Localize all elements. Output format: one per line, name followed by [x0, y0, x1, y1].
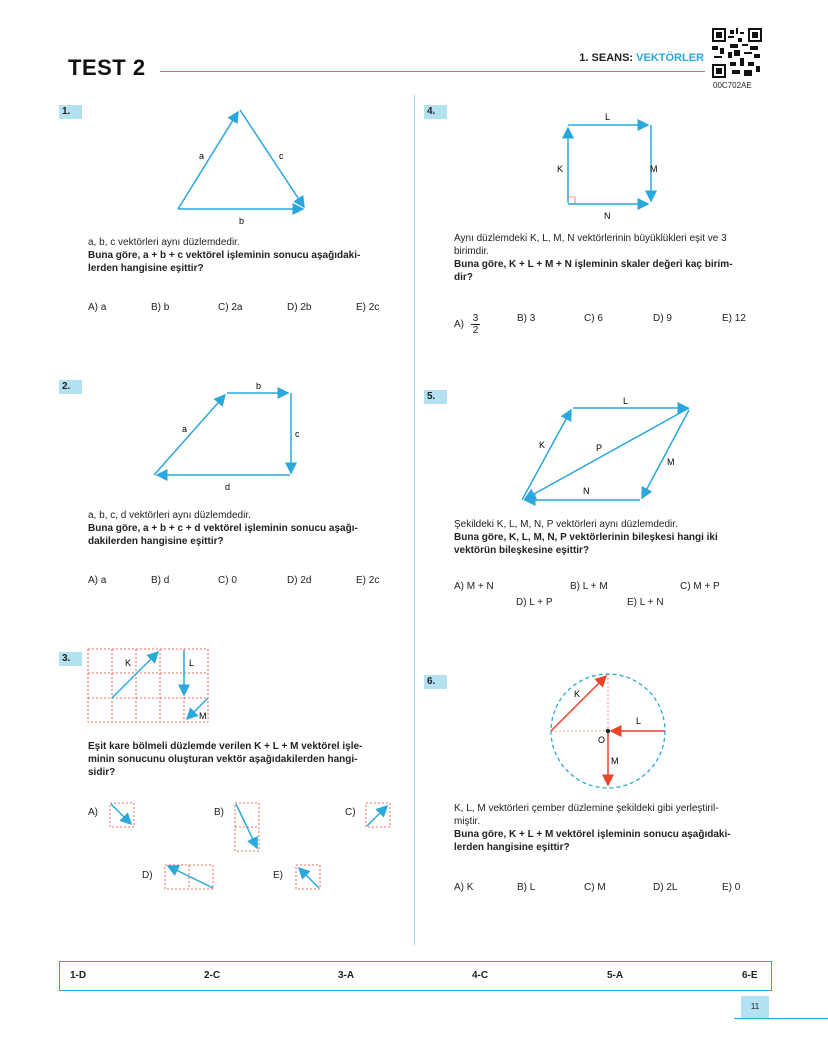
column-divider [414, 95, 415, 945]
question-3-options [88, 804, 408, 904]
q4-option-a[interactable] [454, 313, 480, 336]
q6-option-d[interactable]: D) 2L [653, 882, 678, 893]
q3-option-e[interactable]: E) [273, 870, 283, 881]
q4-label-n: N [604, 211, 611, 221]
question-3-figure [87, 648, 211, 725]
page-number-line [734, 1018, 828, 1019]
section-topic: VEKTÖRLER [636, 52, 704, 64]
question-4-text [454, 232, 774, 284]
q5-option-b[interactable]: B) L + M [570, 581, 608, 592]
q2-option-a[interactable]: A) a [88, 575, 107, 586]
q3-option-b[interactable]: B) [214, 807, 224, 818]
answer-5: 5-A [607, 970, 624, 981]
header-divider [160, 71, 705, 72]
q3-label-m: M [199, 711, 207, 721]
q3-option-b-figure [234, 802, 262, 854]
question-2-text [88, 509, 408, 548]
q1-option-a[interactable]: A) a [88, 302, 107, 313]
q6-line2: miştir. [454, 816, 481, 827]
q1-option-e[interactable]: E) 2c [356, 302, 380, 313]
q6-label-m: M [611, 756, 619, 766]
q3-label-k: K [125, 658, 132, 668]
answer-1: 1-D [70, 970, 87, 981]
q1-option-c[interactable]: C) 2a [218, 302, 243, 313]
question-4-number: 4. [424, 105, 447, 119]
q5-label-m: M [667, 457, 675, 467]
q3-line3: sidir? [88, 767, 116, 778]
q6-option-c[interactable]: C) M [584, 882, 606, 893]
q1-line3: lerden hangisine eşittir? [88, 263, 204, 274]
q3-option-c[interactable]: C) [345, 807, 356, 818]
q4-line1: Aynı düzlemdeki K, L, M, N vektörlerinin büyüklükleri eşit ve 3 [454, 233, 727, 244]
q2-label-c: c [295, 429, 300, 439]
question-5-number: 5. [424, 390, 447, 404]
q3-option-a-figure [109, 802, 137, 830]
q1-label-c: c [279, 151, 284, 161]
question-2-options [88, 575, 408, 589]
q2-line2: Buna göre, a + b + c + d vektörel işleminin sonucu aşağı- [88, 523, 358, 534]
question-6-text [454, 802, 774, 854]
q4-option-e[interactable]: E) 12 [722, 313, 746, 324]
question-6-figure [548, 671, 668, 793]
q3-label-l: L [189, 658, 195, 668]
q4-fraction-denominator: 2 [472, 325, 479, 336]
answer-3: 3-A [338, 970, 355, 981]
q2-line1: a, b, c, d vektörleri aynı düzlemdedir. [88, 510, 251, 521]
q4-line3: Buna göre, K + L + M + N işleminin skaler değeri kaç birim- [454, 259, 733, 270]
q6-line1: K, L, M vektörleri çember düzlemine şekildeki gibi yerleştiril- [454, 803, 719, 814]
q5-line3: vektörün bileşkesine eşittir? [454, 545, 590, 556]
q5-option-d[interactable]: D) L + P [516, 597, 553, 608]
question-5-options [454, 581, 774, 611]
q6-line3: Buna göre, K + L + M vektörel işleminin sonucu aşağıdaki- [454, 829, 731, 840]
q1-line2: Buna göre, a + b + c vektörel işleminin sonucu aşağıdaki- [88, 250, 361, 261]
q3-line2: minin sonucunu oluşturan vektör aşağıdakilerden hangi- [88, 754, 358, 765]
q1-option-b[interactable]: B) b [151, 302, 170, 313]
question-1-text [88, 236, 408, 275]
q4-label-l: L [605, 112, 611, 122]
qr-code-icon [712, 28, 762, 78]
q4-label-k: K [557, 164, 564, 174]
q5-label-l: L [623, 396, 629, 406]
q6-line4: lerden hangisine eşittir? [454, 842, 570, 853]
q4-option-c[interactable]: C) 6 [584, 313, 603, 324]
question-3-text [88, 740, 408, 779]
page-code: 00C702AE [713, 81, 752, 90]
q6-option-b[interactable]: B) L [517, 882, 536, 893]
q4-label-m: M [650, 164, 658, 174]
q4-option-d[interactable]: D) 9 [653, 313, 672, 324]
section-prefix: 1. SEANS: [579, 52, 634, 64]
q5-label-p: P [596, 443, 603, 453]
q4-option-a-fraction [471, 313, 481, 336]
q2-label-b: b [256, 381, 262, 391]
question-1-options [88, 302, 408, 316]
q2-option-d[interactable]: D) 2d [287, 575, 312, 586]
q6-label-l: L [636, 716, 642, 726]
answer-key [59, 961, 772, 991]
q5-label-k: K [539, 440, 546, 450]
q3-option-c-figure [365, 802, 393, 830]
q2-label-d: d [225, 482, 231, 492]
q6-label-o: O [598, 735, 606, 745]
q2-label-a: a [182, 424, 188, 434]
question-6-options [454, 882, 774, 896]
question-1-number: 1. [59, 105, 82, 119]
q3-line1: Eşit kare bölmeli düzlemde verilen K + L + M vektörel işle- [88, 741, 363, 752]
q5-option-e[interactable]: E) L + N [627, 597, 664, 608]
question-3-number: 3. [59, 652, 82, 666]
question-5-text [454, 518, 774, 557]
q4-line2: birimdir. [454, 246, 490, 257]
question-4-options [454, 304, 774, 336]
q4-option-a-prefix: A) [454, 319, 464, 331]
q5-label-n: N [583, 486, 590, 496]
q2-option-c[interactable]: C) 0 [218, 575, 237, 586]
q1-line1: a, b, c vektörleri aynı düzlemdedir. [88, 237, 240, 248]
question-2-figure [145, 375, 315, 495]
question-5-figure [515, 390, 700, 510]
q5-option-a[interactable]: A) M + N [454, 581, 494, 592]
section-label [579, 52, 704, 64]
answer-2: 2-C [204, 970, 221, 981]
page-number: 11 [741, 996, 769, 1018]
q1-label-b: b [239, 216, 245, 226]
answer-4: 4-C [472, 970, 489, 981]
q6-label-k: K [574, 689, 581, 699]
q3-option-d[interactable]: D) [142, 870, 153, 881]
q5-line2: Buna göre, K, L, M, N, P vektörlerinin bileşkesi hangi iki [454, 532, 718, 543]
page-title: TEST 2 [68, 55, 146, 80]
q2-line3: dakilerden hangisine eşittir? [88, 536, 224, 547]
q3-option-e-figure [295, 864, 323, 892]
q2-option-b[interactable]: B) d [151, 575, 170, 586]
q1-label-a: a [199, 151, 205, 161]
question-6-number: 6. [424, 675, 447, 689]
q4-fraction-numerator: 3 [472, 313, 479, 324]
q5-option-c[interactable]: C) M + P [680, 581, 720, 592]
q4-option-b[interactable]: B) 3 [517, 313, 536, 324]
q6-option-e[interactable]: E) 0 [722, 882, 741, 893]
q3-option-d-figure [164, 864, 218, 892]
q5-line1: Şekildeki K, L, M, N, P vektörleri aynı düzlemdedir. [454, 519, 678, 530]
q4-line4: dir? [454, 272, 473, 283]
q3-option-a[interactable]: A) [88, 807, 98, 818]
q2-option-e[interactable]: E) 2c [356, 575, 380, 586]
question-2-number: 2. [59, 380, 82, 394]
question-1-figure [150, 100, 330, 230]
q1-option-d[interactable]: D) 2b [287, 302, 312, 313]
question-4-figure [550, 108, 670, 223]
q6-option-a[interactable]: A) K [454, 882, 474, 893]
answer-6: 6-E [742, 970, 758, 981]
